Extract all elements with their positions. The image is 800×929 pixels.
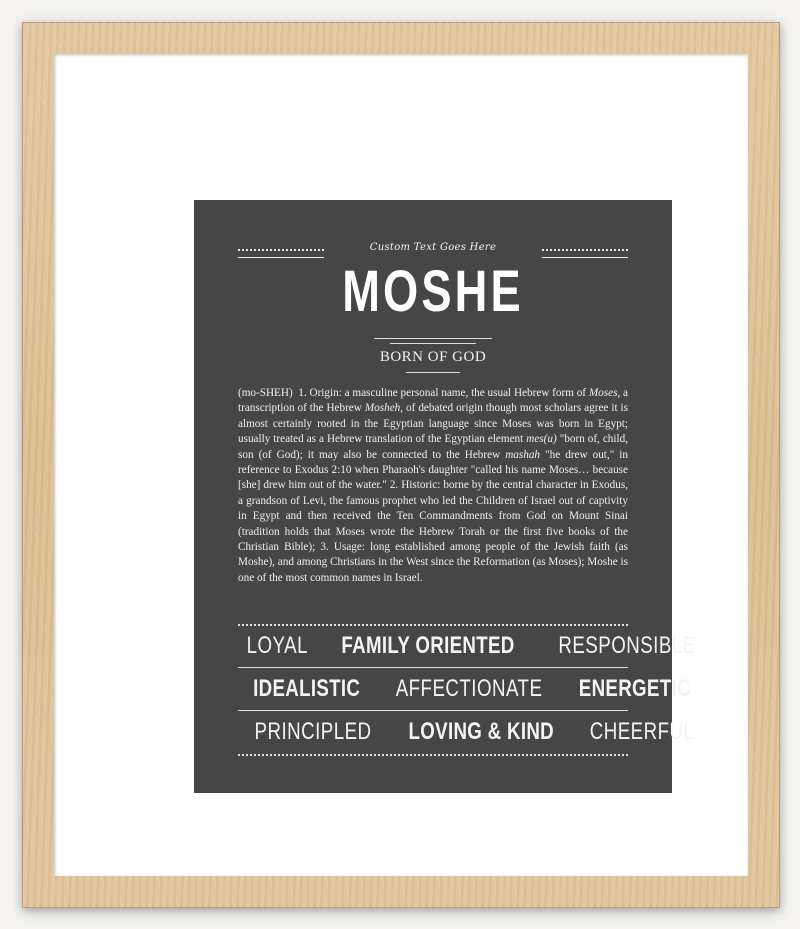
name-print [194,200,696,793]
definition-text-4: "born of, child, son (of God); it may also be connected to the Hebrew [238,433,629,461]
traits-dotted-rule-bottom [238,754,628,758]
trait-family-oriented: FAMILY ORIENTED [341,632,515,659]
trait-affectionate: AFFECTIONATE [396,675,543,702]
trait-responsible: RESPONSIBLE [558,632,696,659]
wood-frame [22,22,780,908]
definition-text-2: , a transcription of the Hebrew [238,387,629,415]
definition-mosheh: Mosheh [364,402,401,415]
trait-loving-kind: LOVING & KIND [408,718,555,745]
name-definition [238,386,628,586]
name-title: MOSHE [342,259,524,324]
definition-mashah: mashah [505,448,541,461]
name-meaning: BORN OF GOD [379,349,487,365]
dotted-rule-right [542,249,628,258]
traits-row-3 [238,712,694,752]
meaning-rule [406,372,460,373]
trait-idealistic: IDEALISTIC [253,675,361,702]
definition-text-5: "he drew out," in reference to Exodus 2:10 when Pharaoh's daughter "called his name Moses… because [she] drew him out of the water." 2. Historic: borne by the central character in Exodus, a grandson of Levi, the famous prophet who led the Children of Israel out of captivity in Egypt and then received the Ten Commandments from God on Mount Sinai (tradition holds that Moses wrote the Hebrew Torah or the first five books of the Christian Bible); 3. Usage: long established among people of the Jewish faith (as Moshe), and among Christians in the West since the Reformation (as Moses); Moshe is one of the most common names in Israel. [238,448,628,584]
title-rule-lower [390,343,476,344]
trait-principled: PRINCIPLED [254,718,372,745]
pronunciation: (mo-SHEH) [238,387,293,399]
traits-row-2 [238,669,692,709]
title-rule-upper [374,338,492,339]
trait-loyal: LOYAL [246,632,308,659]
trait-cheerful: CHEERFUL [589,718,694,745]
custom-text: Custom Text Goes Here [369,242,497,253]
definition-text-3: , of debated origin though most scholars agree it is almost certainly rooted in the Egyptian language since Moses was born in Egypt; usually treated as a Hebrew translation of the Egyptian element [238,402,629,446]
definition-moses: Moses [588,387,618,399]
traits-row-1 [238,626,696,666]
definition-text-1: 1. Origin: a masculine personal name, the usual Hebrew form of [298,387,587,399]
definition-mesu: mes(u) [526,433,557,446]
trait-energetic: ENERGETIC [579,675,692,702]
white-mat [54,54,748,876]
